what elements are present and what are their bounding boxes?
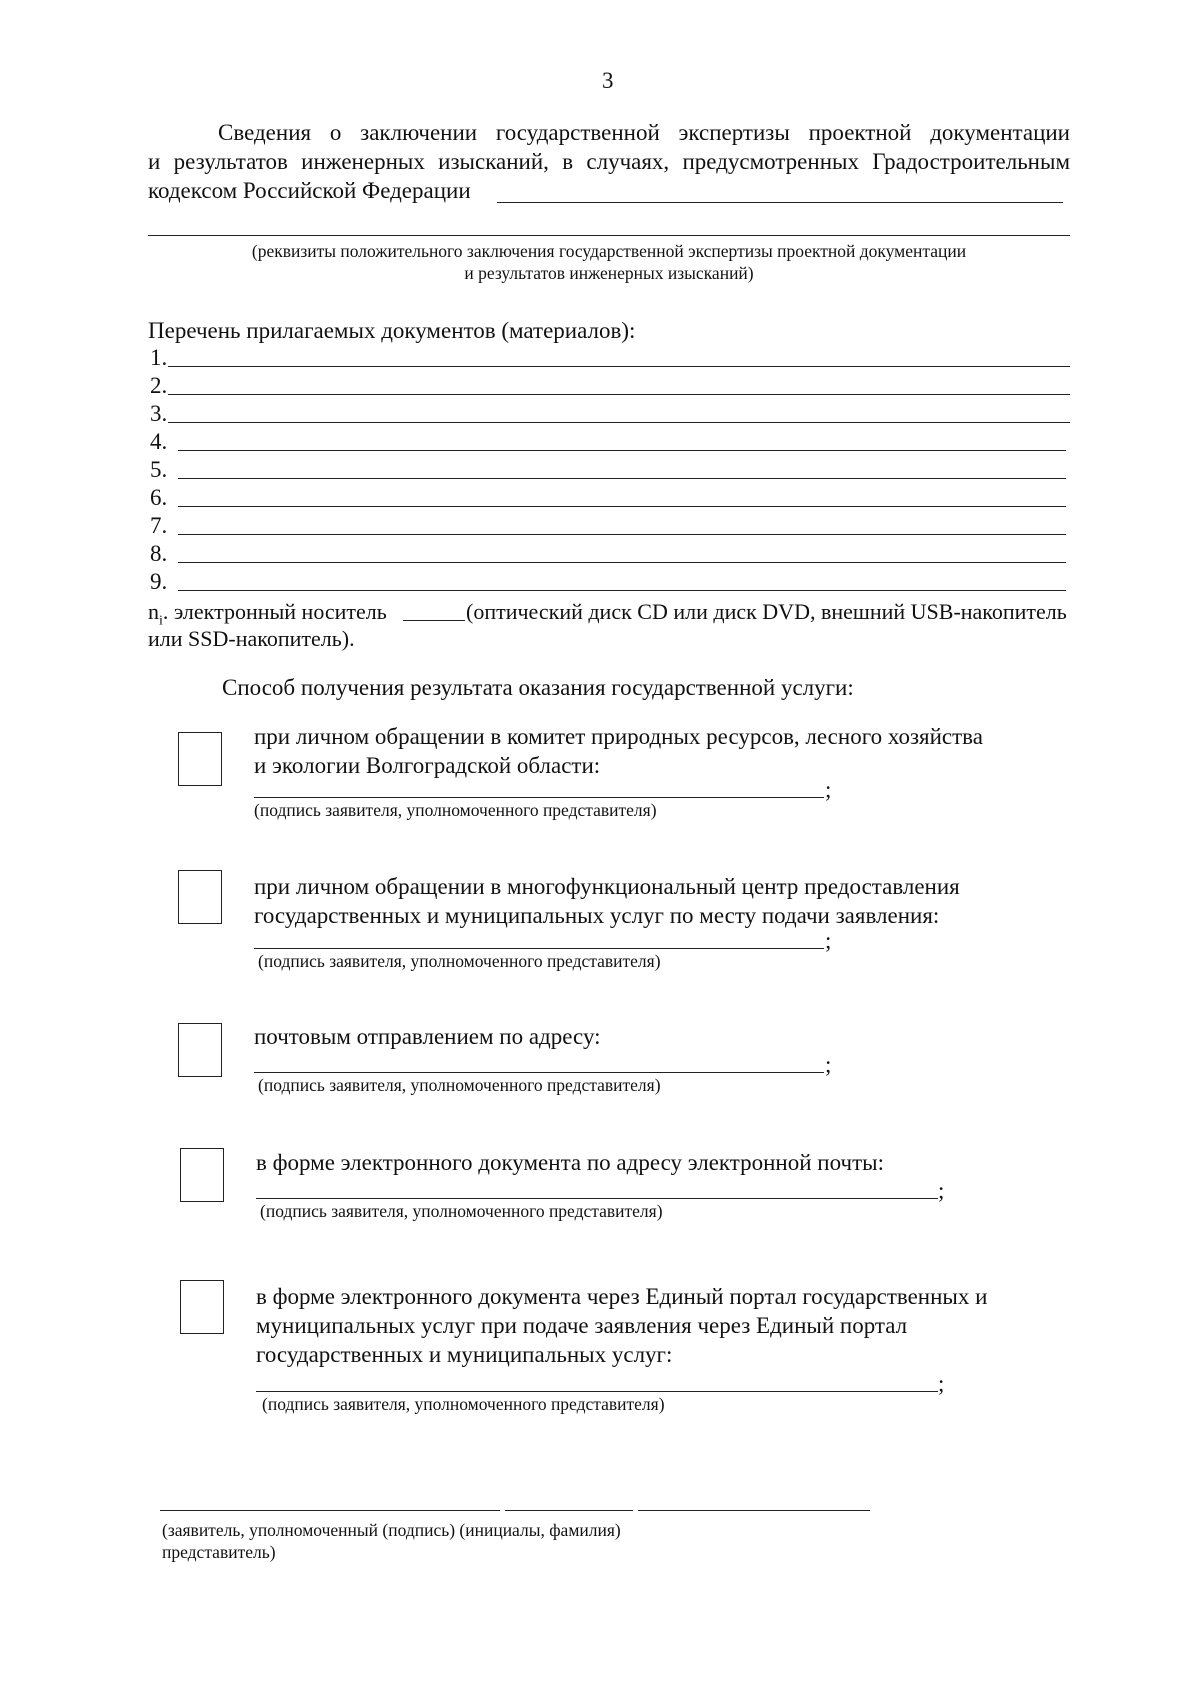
- attachment-row: [150, 456, 1070, 484]
- semicolon: ;: [938, 1178, 945, 1203]
- attachment-fill-line[interactable]: [178, 562, 1066, 563]
- electronic-media-line2: или SSD-накопитель).: [148, 626, 355, 651]
- attachment-fill-line[interactable]: [178, 506, 1066, 507]
- attachment-row: [150, 568, 1070, 596]
- attachment-row: [150, 372, 1070, 400]
- attachment-fill-line[interactable]: [178, 534, 1066, 535]
- electronic-prefix: n: [148, 599, 159, 624]
- receipt-option-text-line2: муниципальных услуг при подаче заявления через Единый портал: [256, 1313, 908, 1338]
- signature-line[interactable]: [254, 948, 824, 949]
- receipt-option-text-line2: и экологии Волгоградской области:: [254, 753, 601, 778]
- electronic-subscript: i: [159, 613, 163, 629]
- receipt-option-text-line1: при личном обращении в многофункциональный центр предоставления: [254, 874, 960, 899]
- signature-line[interactable]: [254, 797, 824, 798]
- attachment-fill-line[interactable]: [178, 450, 1066, 451]
- receipt-option-checkbox[interactable]: [180, 1280, 224, 1334]
- applicant-line[interactable]: [160, 1510, 500, 1511]
- signature-line[interactable]: [254, 1072, 824, 1073]
- attachment-fill-line[interactable]: [168, 366, 1070, 367]
- receipt-option-text-line1: почтовым отправлением по адресу:: [254, 1024, 601, 1049]
- footer-caption-line2: представитель): [162, 1542, 276, 1562]
- attachment-number: 2.: [150, 373, 168, 398]
- page-number: 3: [602, 68, 614, 93]
- attachment-number: 6.: [150, 485, 168, 510]
- signature-caption: (подпись заявителя, уполномоченного представителя): [258, 951, 661, 971]
- signature-caption: (подпись заявителя, уполномоченного представителя): [260, 1201, 663, 1221]
- signature-line[interactable]: [256, 1198, 938, 1199]
- semicolon: ;: [825, 777, 832, 802]
- attachment-row: [150, 484, 1070, 512]
- expertise-caption-line1: (реквизиты положительного заключения государственной экспертизы проектной документации: [251, 241, 967, 261]
- receipt-option-checkbox[interactable]: [178, 870, 222, 924]
- expertise-text-line1: Сведения о заключении государственной экспертизы проектной документации: [218, 120, 1070, 145]
- signature-caption: (подпись заявителя, уполномоченного представителя): [262, 1394, 665, 1414]
- expertise-caption-line2: и результатов инженерных изысканий): [464, 263, 754, 283]
- attachment-number: 7.: [150, 513, 168, 538]
- attachment-fill-line[interactable]: [168, 422, 1070, 423]
- semicolon: ;: [825, 928, 832, 953]
- semicolon: ;: [825, 1052, 832, 1077]
- receipt-option-text-line1: в форме электронного документа по адресу электронной почты:: [256, 1150, 884, 1175]
- attachment-row: [150, 344, 1070, 372]
- attachment-row: [150, 428, 1070, 456]
- attachment-fill-line[interactable]: [178, 478, 1066, 479]
- attachment-fill-line[interactable]: [168, 394, 1070, 395]
- attachment-number: 3.: [150, 401, 168, 426]
- signature-line[interactable]: [505, 1510, 633, 1511]
- signature-line[interactable]: [256, 1391, 938, 1392]
- attachment-number: 1.: [150, 345, 168, 370]
- attachments-heading: Перечень прилагаемых документов (материалов):: [148, 318, 636, 343]
- attachment-row: [150, 400, 1070, 428]
- receipt-option-text-line2: государственных и муниципальных услуг по месту подачи заявления:: [254, 903, 940, 928]
- expertise-fill-line[interactable]: [497, 202, 1063, 203]
- receipt-option-checkbox[interactable]: [178, 1023, 222, 1077]
- receipt-heading: Способ получения результата оказания государственной услуги:: [222, 675, 854, 700]
- expertise-details-line[interactable]: [148, 235, 1070, 236]
- attachment-number: 4.: [150, 429, 168, 454]
- footer-caption-line1: (заявитель, уполномоченный (подпись) (инициалы, фамилия): [162, 1520, 621, 1540]
- expertise-text-line2: и результатов инженерных изысканий, в случаях, предусмотренных Градостроительным: [148, 149, 1070, 174]
- electronic-media-fill-line[interactable]: [403, 620, 465, 621]
- signature-caption: (подпись заявителя, уполномоченного представителя): [254, 800, 657, 820]
- attachment-row: [150, 512, 1070, 540]
- receipt-option-text-line1: в форме электронного документа через Единый портал государственных и: [256, 1284, 988, 1309]
- attachment-number: 8.: [150, 541, 168, 566]
- name-line[interactable]: [638, 1510, 870, 1511]
- receipt-option-checkbox[interactable]: [178, 732, 222, 786]
- signature-caption: (подпись заявителя, уполномоченного представителя): [258, 1075, 661, 1095]
- semicolon: ;: [938, 1371, 945, 1396]
- receipt-option-checkbox[interactable]: [180, 1148, 224, 1202]
- attachment-number: 9.: [150, 569, 168, 594]
- expertise-text-line3: кодексом Российской Федерации: [148, 178, 471, 203]
- electronic-media-description: (оптический диск CD или диск DVD, внешний USB-накопитель: [466, 599, 1067, 624]
- attachment-number: 5.: [150, 457, 168, 482]
- receipt-option-text-line3: государственных и муниципальных услуг:: [256, 1342, 673, 1367]
- attachment-row: [150, 540, 1070, 568]
- electronic-media-label: . электронный носитель: [162, 599, 387, 624]
- receipt-option-text-line1: при личном обращении в комитет природных ресурсов, лесного хозяйства: [254, 724, 983, 749]
- attachment-fill-line[interactable]: [178, 590, 1066, 591]
